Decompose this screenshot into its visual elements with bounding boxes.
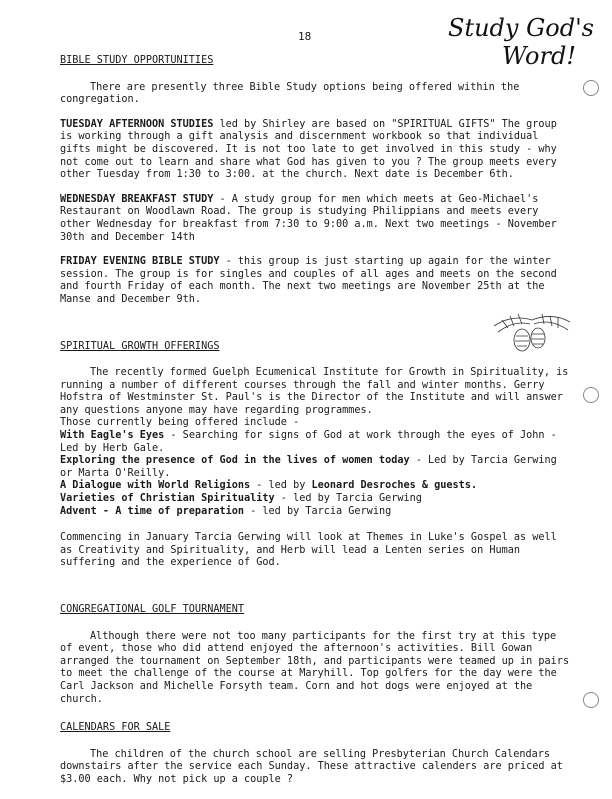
course-item <box>60 480 570 493</box>
course-text: - led by Tarcia Gerwing <box>274 493 422 505</box>
header-script-line-1: Study God's <box>448 14 594 42</box>
calendars-paragraph: The children of the church school are selling Presbyterian Church Calendars downstairs after the service each Sunday. These attractive calenders are priced at $3.00 each. Why not pick up a couple ? <box>60 748 563 785</box>
bible-study-intro: There are presently three Bible Study options being offered within the congregation. <box>60 81 520 106</box>
course-title: Exploring the presence of God in the lives of women today <box>60 455 410 467</box>
golf-tournament-paragraph: Although there were not too many participants for the first try at this type of event, those who did attend enjoyed the afternoon's activities. Bill Gowan arranged the tournament on September 18th, and participants were teamed up in pairs to meet the challenge of the course at Maryhill. Top golfers for the day were the Carl Jackson and Michelle Forsyth team. Corn and hot dogs were enjoyed at the church. <box>60 630 570 705</box>
course-title: With Eagle's Eyes <box>60 430 165 442</box>
tuesday-study-paragraph <box>60 119 570 182</box>
spiritual-growth-intro: The recently formed Guelph Ecumenical Institute for Growth in Spirituality, is running a number of different courses through the fall and winter months. Gerry Hofstra of Westminster St. Paul's is the Director of the Institute and will answer any questions anyone may have regarding programmes. <box>60 367 569 416</box>
binder-hole-middle <box>583 387 599 403</box>
heading-golf-tournament: CONGREGATIONAL GOLF TOURNAMENT <box>60 604 245 615</box>
january-courses-paragraph: Commencing in January Tarcia Gerwing will look at Themes in Luke's Gospel as well as Creativity and Spirituality, and Herb will lead a Lenten series on Human suffering and the experience of God. <box>60 532 557 569</box>
header-script-line-2: Word! <box>502 42 576 70</box>
course-title: Advent - A time of preparation <box>60 505 245 517</box>
document-body <box>60 55 570 799</box>
page-number: 18 <box>298 30 312 43</box>
friday-study-title: FRIDAY EVENING BIBLE STUDY <box>60 256 220 268</box>
wednesday-study-paragraph <box>60 194 570 244</box>
course-text: - led by <box>250 480 312 492</box>
course-title: Varieties of Christian Spirituality <box>60 493 275 505</box>
course-text: - led by Tarcia Gerwing <box>244 505 392 517</box>
course-item <box>60 455 570 480</box>
courses-intro: Those currently being offered include - <box>60 417 300 429</box>
course-text: - Searching for signs of God at work through the eyes of John - Led by Herb Gale. <box>60 430 557 454</box>
course-item <box>60 493 570 506</box>
binder-hole-top <box>583 80 599 96</box>
course-leader: Leonard Desroches & guests. <box>311 480 478 492</box>
course-item <box>60 430 570 455</box>
heading-calendars: CALENDARS FOR SALE <box>60 722 171 734</box>
spiritual-growth-block <box>60 367 570 518</box>
friday-study-paragraph <box>60 256 570 306</box>
wednesday-study-text: - A study group for men which meets at Geo-Michael's Restaurant on Woodlawn Road. The group is studying Philippians and meets every other Wednesday for breakfast from 7:30 to 9:00 a.m. Next two meetings - November 30th and December 14th <box>60 193 557 243</box>
wednesday-study-title: WEDNESDAY BREAKFAST STUDY <box>60 193 214 205</box>
course-text: - Led by Tarcia Gerwing or Marta O'Reilly. <box>60 455 557 479</box>
heading-spiritual-growth: SPIRITUAL GROWTH OFFERINGS <box>60 340 220 352</box>
heading-bible-study: BIBLE STUDY OPPORTUNITIES <box>60 55 214 66</box>
friday-study-text: - this group is just starting up again for the winter session. The group is for singles and couples of all ages and meets on the second and fourth Friday of each month. The next two meetings are November 25th at the Manse and December 9th. <box>60 256 557 305</box>
course-title: A Dialogue with World Religions <box>60 480 251 492</box>
tuesday-study-title: TUESDAY AFTERNOON STUDIES <box>60 118 214 130</box>
binder-hole-bottom <box>583 692 599 708</box>
course-item <box>60 506 570 519</box>
tuesday-study-text: led by Shirley are based on "SPIRITUAL GIFTS" The group is working through a gift analysis and discernment workbook so that individual gifts might be discovered. It is not too late to get involved in this study - why not come out to learn and share what God has given to you ? The group meets every other Tuesday from 1:30 to 3:00. at the church. Next date is December 6th. <box>60 118 557 181</box>
